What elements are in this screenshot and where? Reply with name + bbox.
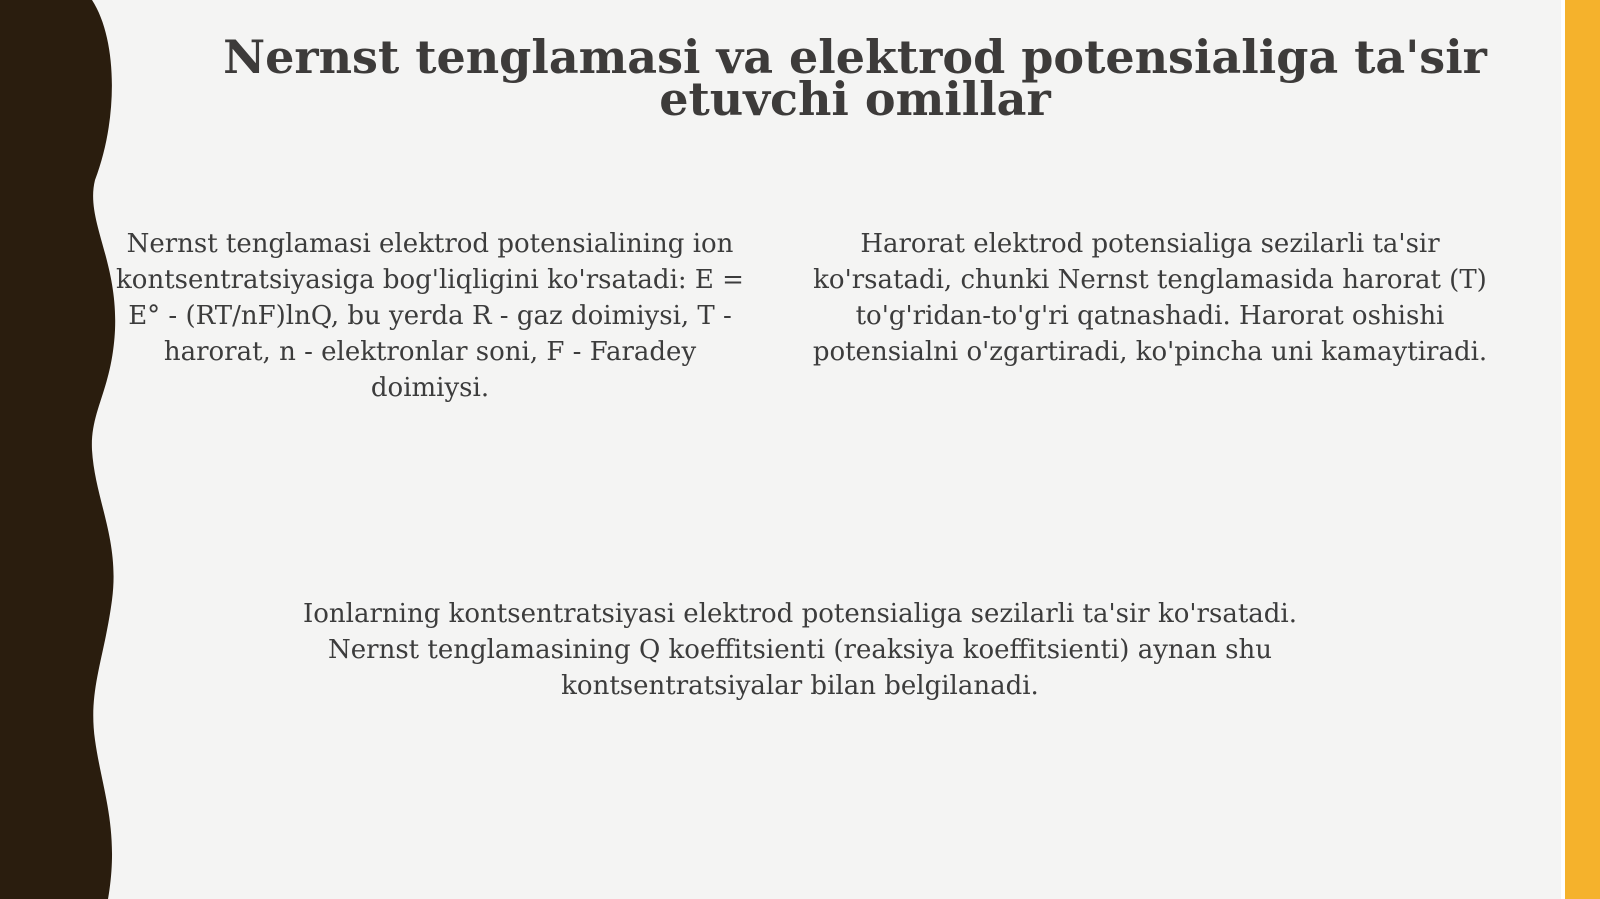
right-accent-bar xyxy=(1565,0,1600,899)
paragraph-concentration: Ionlarning kontsentratsiyasi elektrod potensialiga sezilarli ta'sir ko'rsatadi. Nernst tenglamasining Q koeffitsienti (reaksiya koeffitsienti) aynan shu kontsentratsiyalar bilan belgilanadi. xyxy=(303,599,1297,701)
paragraph-temperature: Harorat elektrod potensialiga sezilarli ta'sir ko'rsatadi, chunki Nernst tenglamasida harorat (T) to'g'ridan-to'g'ri qatnashadi. Harorat oshishi potensialni o'zgartiradi, ko'pincha uni kamaytiradi. xyxy=(812,229,1488,367)
slide-title: Nernst tenglamasi va elektrod potensialiga ta'sir etuvchi omillar xyxy=(223,30,1487,126)
paragraph-nernst-equation: Nernst tenglamasi elektrod potensialining ion kontsentratsiyasiga bog'liqligini ko'rsatadi: E = E° - (RT/nF)lnQ, bu yerda R - gaz doimiysi, T - harorat, n - elektronlar soni, F - Faradey doimiysi. xyxy=(116,229,744,403)
left-wave-decoration xyxy=(0,0,130,899)
